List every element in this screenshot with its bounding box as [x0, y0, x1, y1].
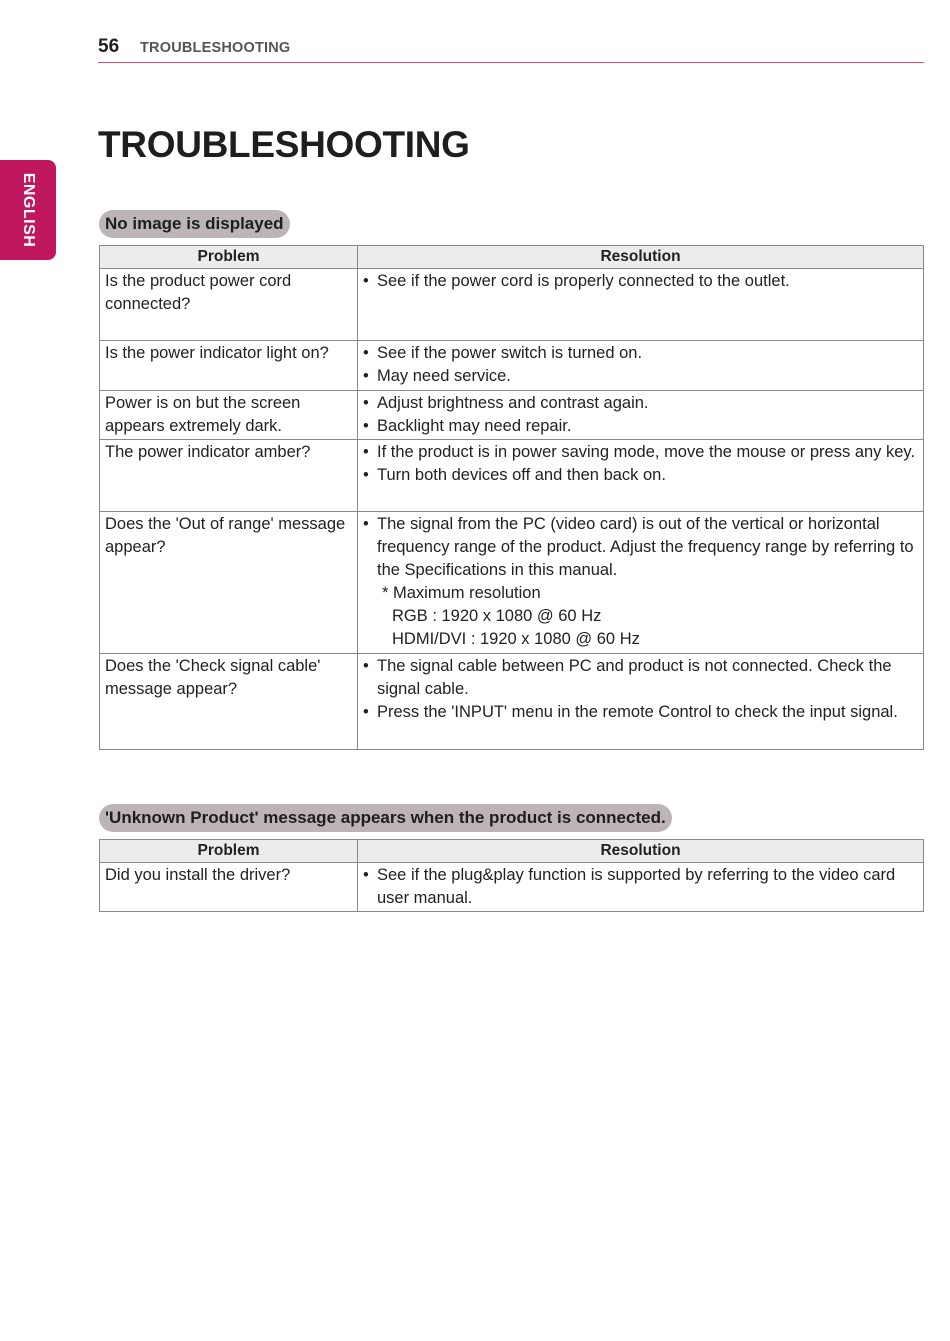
language-tab — [0, 160, 56, 260]
resolution-item: • Adjust brightness and contrast again. — [363, 392, 917, 415]
resolution-item: • The signal cable between PC and product is not connected. Check the signal cable. — [363, 655, 917, 701]
table-row — [100, 269, 924, 341]
resolution-cell — [358, 341, 924, 391]
problem-cell: Did you install the driver? — [100, 863, 358, 912]
resolution-cell — [358, 512, 924, 654]
table-header-row — [100, 840, 924, 863]
resolution-item: • May need service. — [363, 365, 917, 388]
table-row — [100, 391, 924, 440]
resolution-note: * Maximum resolution — [382, 584, 541, 602]
page-title: TROUBLESHOOTING — [98, 124, 470, 165]
column-header-problem: Problem — [100, 246, 358, 269]
problem-cell: Is the power indicator light on? — [100, 341, 358, 391]
column-header-problem: Problem — [100, 840, 358, 863]
table-row — [100, 440, 924, 512]
resolution-spec-line: HDMI/DVI : 1920 x 1080 @ 60 Hz — [392, 630, 640, 648]
resolution-item: • See if the power cord is properly connected to the outlet. — [363, 270, 917, 293]
resolution-item: • The signal from the PC (video card) is out of the vertical or horizontal frequency range of the product. Adjust the frequency range by referring to the Specifications in this manual. — [363, 513, 917, 582]
column-header-resolution: Resolution — [358, 840, 924, 863]
page-number: 56 — [98, 36, 120, 57]
header-section-label: TROUBLESHOOTING — [140, 40, 291, 56]
resolution-cell — [358, 440, 924, 512]
problem-cell: Does the 'Check signal cable' message appear? — [100, 654, 358, 750]
page-header — [98, 36, 924, 63]
table-row — [100, 654, 924, 750]
resolution-item: • Press the 'INPUT' menu in the remote Control to check the input signal. — [363, 701, 917, 724]
problem-cell: The power indicator amber? — [100, 440, 358, 512]
section-heading-no-image: No image is displayed — [99, 210, 290, 238]
table-header-row — [100, 246, 924, 269]
resolution-cell — [358, 654, 924, 750]
resolution-spec-line: RGB : 1920 x 1080 @ 60 Hz — [392, 607, 602, 625]
column-header-resolution: Resolution — [358, 246, 924, 269]
troubleshooting-table-unknown-product — [99, 839, 924, 912]
table-row — [100, 863, 924, 912]
resolution-item: • See if the power switch is turned on. — [363, 342, 917, 365]
resolution-item: • If the product is in power saving mode, move the mouse or press any key. — [363, 441, 917, 464]
resolution-cell — [358, 269, 924, 341]
table-row — [100, 341, 924, 391]
resolution-item: • See if the plug&play function is supported by referring to the video card user manual. — [363, 864, 917, 910]
language-tab-label: ENGLISH — [20, 172, 37, 248]
troubleshooting-table-no-image — [99, 245, 924, 750]
problem-cell: Is the product power cord connected? — [100, 269, 358, 341]
problem-cell: Power is on but the screen appears extremely dark. — [100, 391, 358, 440]
resolution-cell — [358, 863, 924, 912]
resolution-item: • Turn both devices off and then back on. — [363, 464, 917, 487]
problem-cell: Does the 'Out of range' message appear? — [100, 512, 358, 654]
table-row — [100, 512, 924, 654]
resolution-item: • Backlight may need repair. — [363, 415, 917, 438]
section-heading-unknown-product: 'Unknown Product' message appears when the product is connected. — [99, 804, 672, 832]
resolution-cell — [358, 391, 924, 440]
